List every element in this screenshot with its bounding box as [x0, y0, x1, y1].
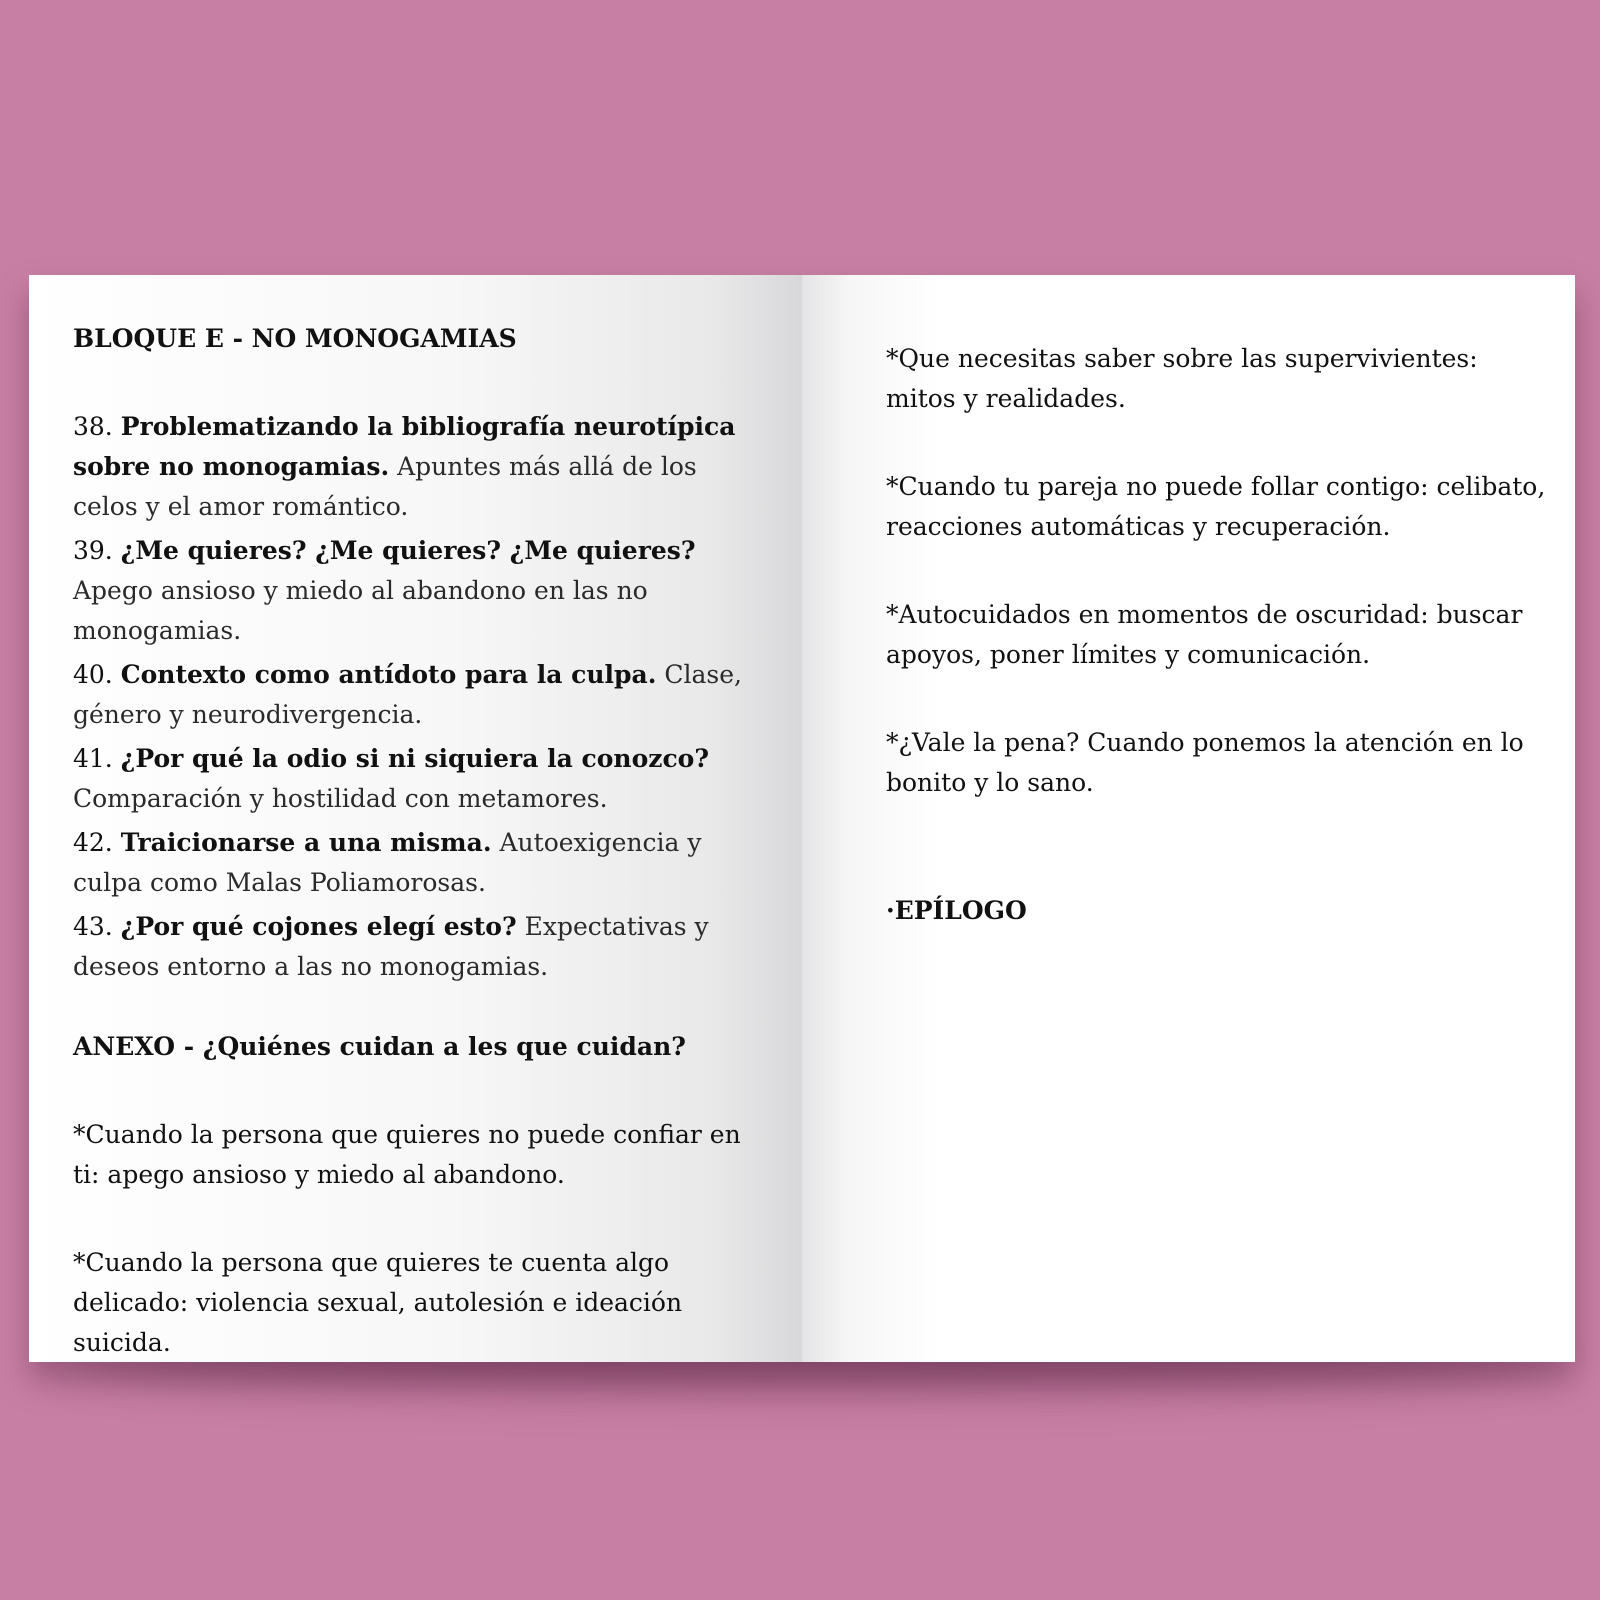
item-title: Contexto como antídoto para la culpa. — [120, 660, 657, 689]
item-subtitle: Comparación y hostilidad con metamores. — [73, 784, 608, 813]
item-number: 43. — [73, 912, 113, 941]
item-number: 42. — [73, 828, 113, 857]
item-title: ¿Por qué la odio si ni siquiera la conozco? — [120, 744, 709, 773]
annex-item: *Que necesitas saber sobre las supervivientes: mitos y realidades. — [886, 344, 1478, 413]
item-title: ¿Por qué cojones elegí esto? — [120, 912, 517, 941]
item-subtitle: Autoexigencia y culpa como Malas Poliamorosas. — [73, 828, 702, 897]
annex-item: *Cuando la persona que quieres te cuenta algo delicado: violencia sexual, autolesión e ideación suicida. — [73, 1248, 683, 1357]
list-item — [73, 655, 762, 735]
chapter-list — [73, 407, 762, 987]
annex-title: ANEXO - ¿Quiénes cuidan a les que cuidan? — [73, 1032, 686, 1061]
item-subtitle: Expectativas y deseos entorno a las no monogamias. — [73, 912, 709, 981]
item-number: 41. — [73, 744, 113, 773]
left-page — [29, 275, 802, 1362]
item-subtitle: Clase, género y neurodivergencia. — [73, 660, 742, 729]
open-book — [29, 275, 1575, 1362]
item-number: 38. — [73, 412, 113, 441]
item-subtitle: Apego ansioso y miedo al abandono en las no monogamias. — [73, 576, 648, 645]
item-subtitle: Apuntes más allá de los celos y el amor romántico. — [73, 452, 697, 521]
item-title: Traicionarse a una misma. — [120, 828, 492, 857]
item-number: 39. — [73, 536, 113, 565]
right-page — [802, 275, 1575, 1362]
annex-item: *Cuando tu pareja no puede follar contigo: celibato, reacciones automáticas y recuperación. — [886, 472, 1546, 541]
annex-item: *Cuando la persona que quieres no puede confiar en ti: apego ansioso y miedo al abandono. — [73, 1120, 741, 1189]
list-item — [73, 823, 762, 903]
item-title: ¿Me quieres? ¿Me quieres? ¿Me quieres? — [120, 536, 696, 565]
block-title: BLOQUE E - NO MONOGAMIAS — [73, 324, 517, 353]
annex-item: *¿Vale la pena? Cuando ponemos la atención en lo bonito y lo sano. — [886, 728, 1524, 797]
item-title: Problematizando la bibliografía neurotípica sobre no monogamias. — [73, 412, 736, 481]
list-item — [73, 739, 762, 819]
list-item — [73, 407, 762, 527]
epilogue-title: ·EPÍLOGO — [886, 896, 1027, 925]
item-number: 40. — [73, 660, 113, 689]
list-item — [73, 907, 762, 987]
annex-item: *Autocuidados en momentos de oscuridad: buscar apoyos, poner límites y comunicación. — [886, 600, 1523, 669]
list-item — [73, 531, 762, 651]
